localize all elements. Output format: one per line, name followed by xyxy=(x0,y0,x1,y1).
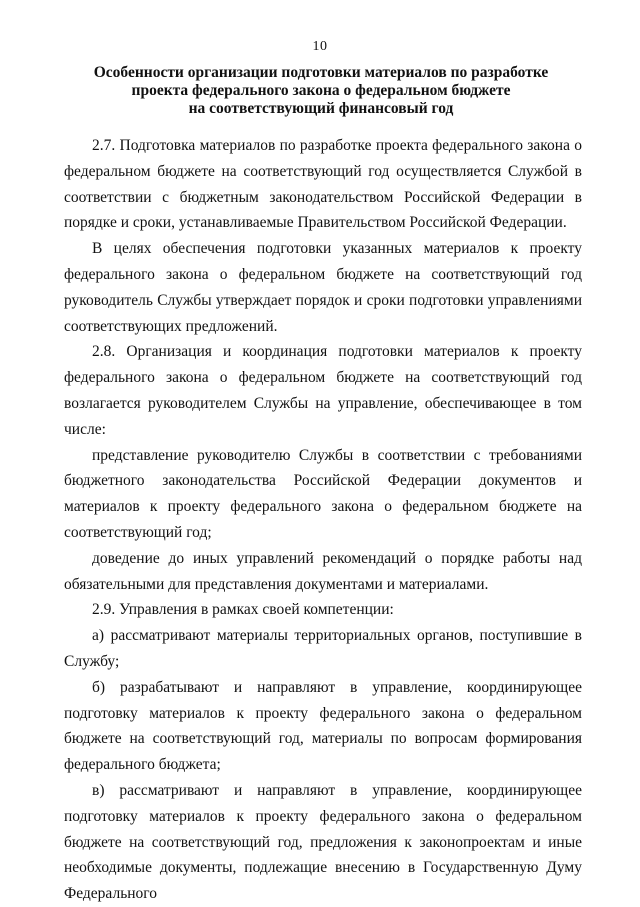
section-title-line: проекта федерального закона о федеральном бюджете xyxy=(131,82,511,99)
paragraph-2-8-item-1: представление руководителю Службы в соответствии с требованиями бюджетного законодательства Российской Федерации документов и материалов к проекту федерального закона о федеральном бюджете на соответствующий год; xyxy=(64,446,582,541)
section-title-line: на соответствующий финансовый год xyxy=(188,100,454,117)
paragraph-2-9-v: в) рассматривают и направляют в управление, координирующее подготовку материалов к проекту федерального закона о федеральном бюджете на соответствующий год, предложения к законопроектам и иные необходимые документы, подлежащие внесению в Государственную Думу Федерального xyxy=(64,781,582,903)
paragraph-2-8-item-2: доведение до иных управлений рекомендаций о порядке работы над обязательными для представления документами и материалами. xyxy=(64,549,582,593)
section-title xyxy=(64,64,578,118)
paragraph-2-7-cont: В целях обеспечения подготовки указанных материалов к проекту федерального закона о федеральном бюджете на соответствующий год руководитель Службы утверждает порядок и сроки подготовки управлениями соответствующих предложений. xyxy=(64,240,582,335)
paragraph-2-9-a: а) рассматривают материалы территориальных органов, поступившие в Службу; xyxy=(64,627,582,670)
page-number: 10 xyxy=(312,39,328,54)
paragraph-2-9-b: б) разрабатывают и направляют в управление, координирующее подготовку материалов к проекту федерального закона о федеральном бюджете на соответствующий год, материалы по вопросам формирования федерального бюджета; xyxy=(64,678,582,774)
paragraph-2-8: 2.8. Организация и координация подготовки материалов к проекту федерального закона о федеральном бюджете на соответствующий год возлагается руководителем Службы на управление, обеспечивающее в том числе: xyxy=(64,343,582,438)
section-title-line: Особенности организации подготовки материалов по разработке xyxy=(93,64,549,81)
paragraph-2-9: 2.9. Управления в рамках своей компетенции: xyxy=(92,601,394,619)
paragraph-2-7: 2.7. Подготовка материалов по разработке проекта федерального закона о федеральном бюджете на соответствующий год осуществляется Службой в соответствии с бюджетным законодательством Российской Федерации в порядке и сроки, устанавливаемые Правительством Российской Федерации. xyxy=(64,137,582,232)
document-body xyxy=(64,133,582,907)
